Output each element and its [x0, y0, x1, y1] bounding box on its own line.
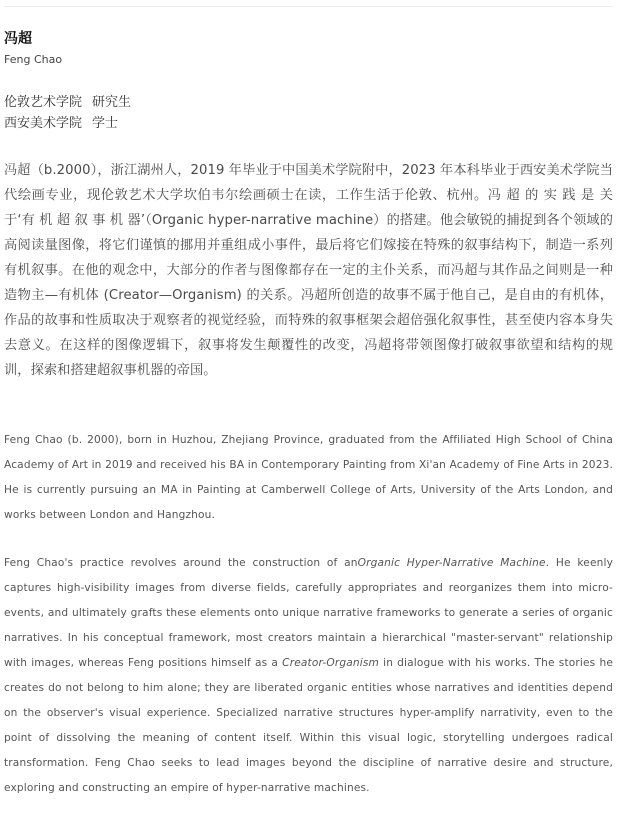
education-list	[4, 92, 613, 134]
education-entry	[4, 113, 613, 134]
education-degree: 研究生	[92, 95, 132, 110]
bio-text: . He keenly captures high-visibility images from diverse fields, carefully appropriates and reorganizes them into micro-events, and ultimately grafts these elements onto unique narrative frameworks to generate a series of organic narratives. In his conceptual framework, most creators maintain a hierarchical "master-servant" relationship with images, whereas Feng positions himself as a	[4, 557, 613, 669]
biography-chinese: 冯超（b.2000），浙江湖州人，2019 年毕业于中国美术学院附中，2023 年本科毕业于西安美术学院当代绘画专业，现伦敦艺术大学坎伯韦尔绘画硕士在读，工作生活于伦敦、杭州。冯 超 的 实 践 是 关 于‘有 机 超 叙 事 机 器’（Organic hyper-narrative machine）的搭建。他会敏锐的捕捉到各个领域的高阅读量图像，将它们谨慎的挪用并重组成小事件，最后将它们嫁接在特殊的叙事结构下，制造一系列有机叙事。在他的观念中，大部分的作者与图像都存在一定的主仆关系，而冯超与其作品之间则是一种造物主—有机体 (Creator—Organism) 的关系。冯超所创造的故事不属于他自己，是自由的有机体，作品的故事和性质取决于观察者的视觉经验，而特殊的叙事框架会超倍强化叙事性，甚至使内容本身失去意义。在这样的图像逻辑下，叙事将发生颠覆性的改变，冯超将带领图像打破叙事欲望和结构的规训，探索和搭建超叙事机器的帝国。	[4, 163, 613, 378]
education-school: 伦敦艺术学院	[4, 95, 83, 110]
artist-name-chinese: 冯超	[4, 31, 32, 47]
education-school: 西安美术学院	[4, 116, 83, 131]
biography-english-paragraph-1: Feng Chao (b. 2000), born in Huzhou, Zhejiang Province, graduated from the Affiliated High School of China Academy of Art in 2019 and received his BA in Contemporary Painting from Xi'an Academy of Fine Arts in 2023. He is currently pursuing an MA in Painting at Camberwell College of Arts, University of the Arts London, and works between London and Hangzhou.	[4, 434, 613, 521]
biography-english-paragraph-2	[4, 551, 613, 801]
bio-emphasis-organic-machine: Organic Hyper-Narrative Machine	[357, 557, 546, 569]
artist-name-english: Feng Chao	[4, 53, 63, 66]
artist-profile	[4, 30, 613, 824]
education-entry	[4, 92, 613, 113]
bio-text: Feng Chao's practice revolves around the construction of an	[4, 557, 358, 569]
bio-text: in dialogue with his works. The stories he creates do not belong to him alone; they are liberated organic entities whose narratives and identities depend on the observer's visual experience. Specialized narrative structures hyper-amplify narrativity, even to the point of dissolving the meaning of content itself. Within this visual logic, storytelling undergoes radical transformation. Feng Chao seeks to lead images beyond the discipline of narrative desire and structure, exploring and constructing an empire of hyper-narrative machines.	[4, 657, 613, 794]
education-degree: 学士	[92, 116, 119, 131]
bio-emphasis-creator-organism: Creator-Organism	[282, 657, 379, 669]
biography-english	[4, 428, 613, 801]
top-divider	[4, 6, 613, 7]
